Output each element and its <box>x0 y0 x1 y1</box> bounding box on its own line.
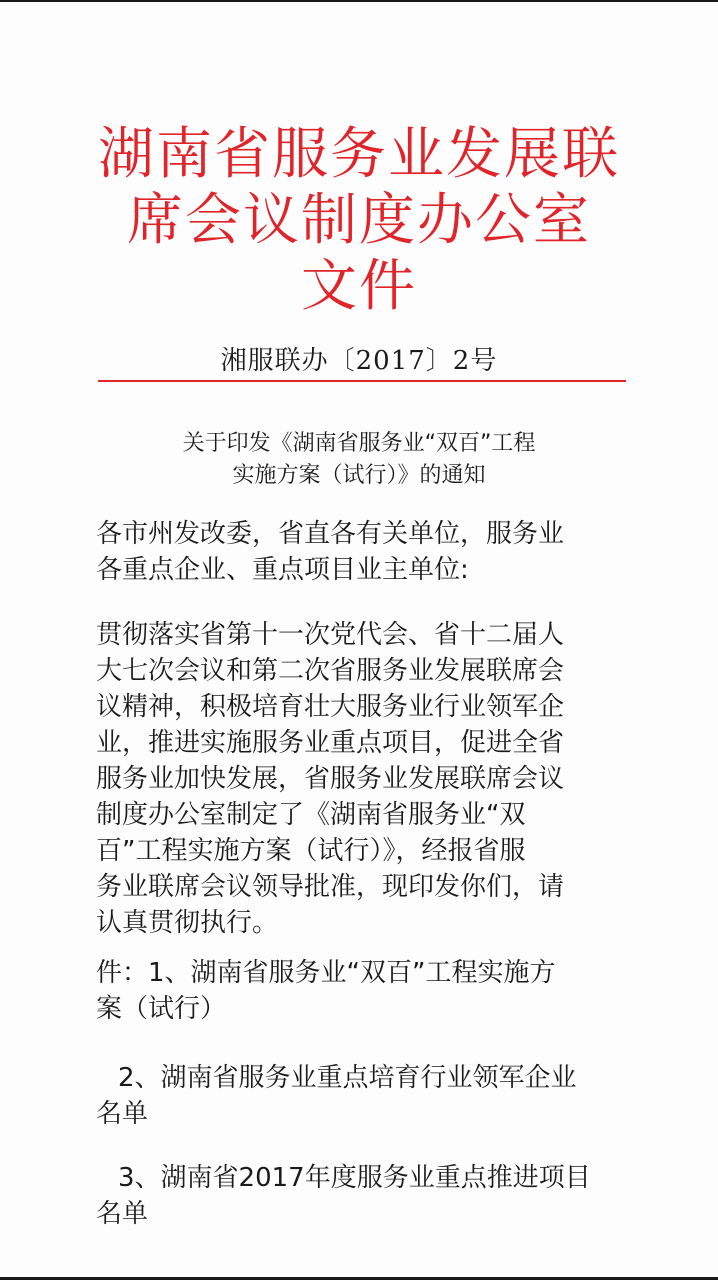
paragraph-line: 大七次会议和第二次省服务业发展联席会 <box>96 656 565 686</box>
attachment-item-1 <box>96 955 636 1027</box>
red-divider-rule <box>98 380 626 382</box>
paragraph-line: 议精神，积极培育壮大服务业行业领军企 <box>96 692 565 722</box>
attachment-line: 名单 <box>96 1199 149 1229</box>
paragraph-line: 认真贯彻执行。 <box>96 908 279 938</box>
paragraph-line: 业，推进实施服务业重点项目，促进全省 <box>96 728 565 758</box>
body-paragraph <box>96 617 636 941</box>
headline-line-2: 席会议制度办公室 <box>127 188 591 253</box>
attachment-item-2 <box>96 1060 636 1132</box>
notice-title <box>0 428 718 492</box>
paragraph-line: 务业联席会议领导批准，现印发你们，请 <box>96 872 565 902</box>
headline-line-3: 文件 <box>301 254 417 319</box>
paragraph-line: 制度办公室制定了《湖南省服务业“双 <box>96 800 526 830</box>
addressee-line-2: 各重点企业、重点项目业主单位: <box>96 555 469 585</box>
top-edge-border <box>0 0 718 2</box>
attachment-line: 件：1、湖南省服务业“双百”工程实施方 <box>96 958 556 988</box>
document-number: 湘服联办〔2017〕2号 <box>220 346 498 376</box>
paragraph-line: 百”工程实施方案（试行）》，经报省服 <box>96 836 526 866</box>
addressee-line-1: 各市州发改委，省直各有关单位，服务业 <box>96 519 565 549</box>
document-headline <box>0 122 718 320</box>
paragraph-line: 贯彻落实省第十一次党代会、省十二届人 <box>96 620 565 650</box>
paragraph-line: 服务业加快发展，省服务业发展联席会议 <box>96 764 565 794</box>
attachment-line: 3、湖南省2017年度服务业重点推进项目 <box>118 1163 591 1193</box>
attachment-line: 案（试行） <box>96 994 227 1024</box>
notice-title-line-2: 实施方案（试行）》的通知 <box>232 463 486 488</box>
notice-title-line-1: 关于印发《湖南省服务业“双百”工程 <box>182 431 536 456</box>
headline-line-1: 湖南省服务业发展联 <box>98 122 620 187</box>
attachment-line: 2、湖南省服务业重点培育行业领军企业 <box>118 1063 577 1093</box>
attachment-line: 名单 <box>96 1099 149 1129</box>
addressee <box>96 516 636 588</box>
attachment-item-3 <box>96 1160 636 1232</box>
